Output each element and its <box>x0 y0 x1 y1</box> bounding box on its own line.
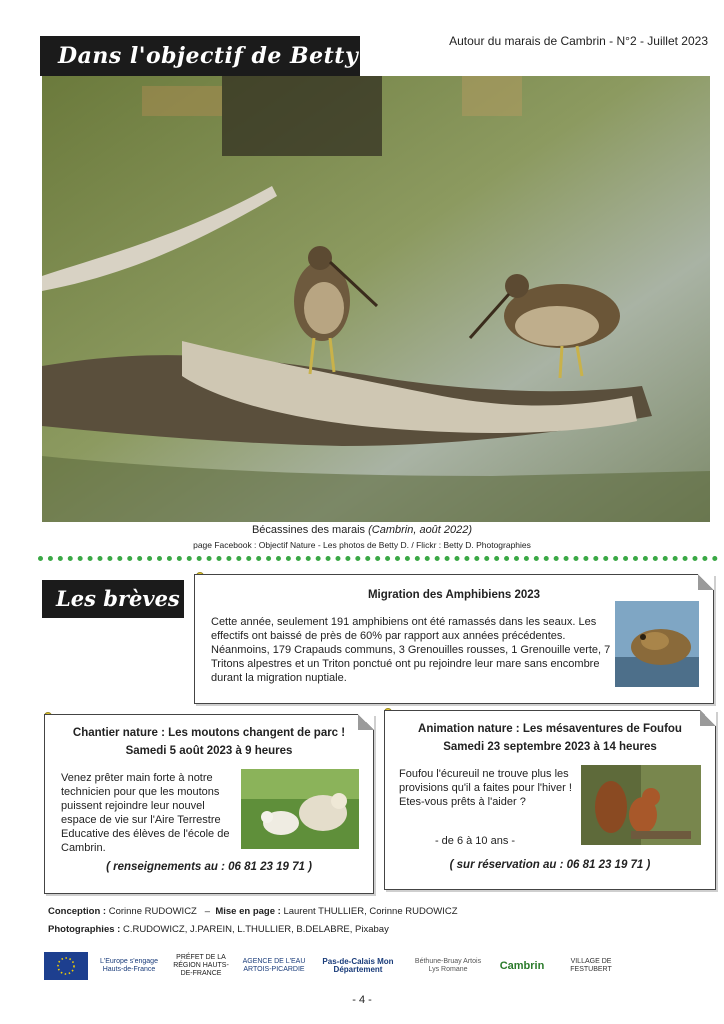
logo-cambrin: Cambrin <box>499 960 545 972</box>
logo-europe: L'Europe s'engage Hauts-de-France <box>100 958 158 973</box>
eu-flag-icon <box>44 952 88 980</box>
caption-place: (Cambrin, août 2022) <box>368 524 473 536</box>
main-photo-snipes <box>42 76 710 522</box>
card-title <box>45 727 373 739</box>
card-amphibiens <box>194 574 714 704</box>
card-body: Cette année, seulement 191 amphibiens ont été ramassés dans les seaux. Les effectifs ont baissé de près de 60% par rapport aux années précédentes. Néanmoins, 179 Crapauds communs, 3 Grenouilles rousses, 1 Grenouille verte, 7 Tritons alpestres et un Triton ponctué ont pu rejoindre leur mare sans encombre durant la migration nuptiale. <box>211 616 611 684</box>
photo-caption <box>0 524 724 536</box>
card-event-title: Les moutons changent de parc ! <box>168 727 346 739</box>
page-number: - 4 - <box>352 994 372 1006</box>
breves-banner: Les brèves <box>42 580 184 618</box>
card-body: Foufou l'écureuil ne trouve plus les provisions qu'il a faites pour l'hiver ! Etes-vous prêts à l'aider ? <box>399 768 572 808</box>
card-title <box>385 723 715 735</box>
logo-prefet: PRÉFET DE LA RÉGION HAUTS-DE-FRANCE <box>173 954 229 977</box>
section-title-banner: Dans l'objectif de Betty <box>40 36 360 76</box>
footer-photos: Photographies : C.RUDOWICZ, J.PAREIN, L.THULLIER, B.DELABRE, Pixabay <box>48 924 389 935</box>
issue-header: Autour du marais de Cambrin - N°2 - Juillet 2023 <box>449 34 708 48</box>
card-label: Animation nature : <box>418 723 520 735</box>
logo-festubert: VILLAGE DE FESTUBERT <box>570 958 612 973</box>
card-moutons <box>44 714 374 894</box>
toad-photo <box>615 601 699 687</box>
age-range: - de 6 à 10 ans - <box>434 835 516 847</box>
card-label: Chantier nature : <box>72 727 165 739</box>
contact-info: ( sur réservation au : 06 81 23 19 71 ) <box>449 859 651 871</box>
caption-main: Bécassines des marais <box>251 524 366 536</box>
photo-credits: page Facebook : Objectif Nature - Les photos de Betty D. / Flickr : Betty D. Photographies <box>193 540 531 550</box>
logo-pas-de-calais: Pas-de-Calais Mon Département <box>322 957 394 974</box>
squirrel-photo <box>581 765 701 845</box>
partner-logos <box>44 950 714 982</box>
dotted-separator <box>38 556 718 561</box>
footer-conception: Conception : Corinne RUDOWICZ – Mise en page : Laurent THULLIER, Corinne RUDOWICZ <box>48 906 458 917</box>
card-title: Migration des Amphibiens 2023 <box>367 589 541 601</box>
logo-agence-eau: AGENCE DE L'EAU ARTOIS-PICARDIE <box>242 958 306 973</box>
logo-bethune-bruay: Béthune-Bruay Artois Lys Romane <box>414 958 482 973</box>
event-date: Samedi 5 août 2023 à 9 heures <box>125 745 293 757</box>
card-body: Venez prêter main forte à notre technicien pour que les moutons puissent rejoindre leur nouvel espace de vie sur l'Aire Terrestre Educative des élèves de l'école de Cambrin. <box>61 772 230 854</box>
event-date: Samedi 23 septembre 2023 à 14 heures <box>443 741 657 753</box>
card-foufou <box>384 710 716 890</box>
sheep-photo <box>241 769 359 849</box>
page-fold-icon <box>698 574 714 590</box>
contact-info: ( renseignements au : 06 81 23 19 71 ) <box>106 861 312 873</box>
card-event-title: Les mésaventures de Foufou <box>522 723 682 735</box>
